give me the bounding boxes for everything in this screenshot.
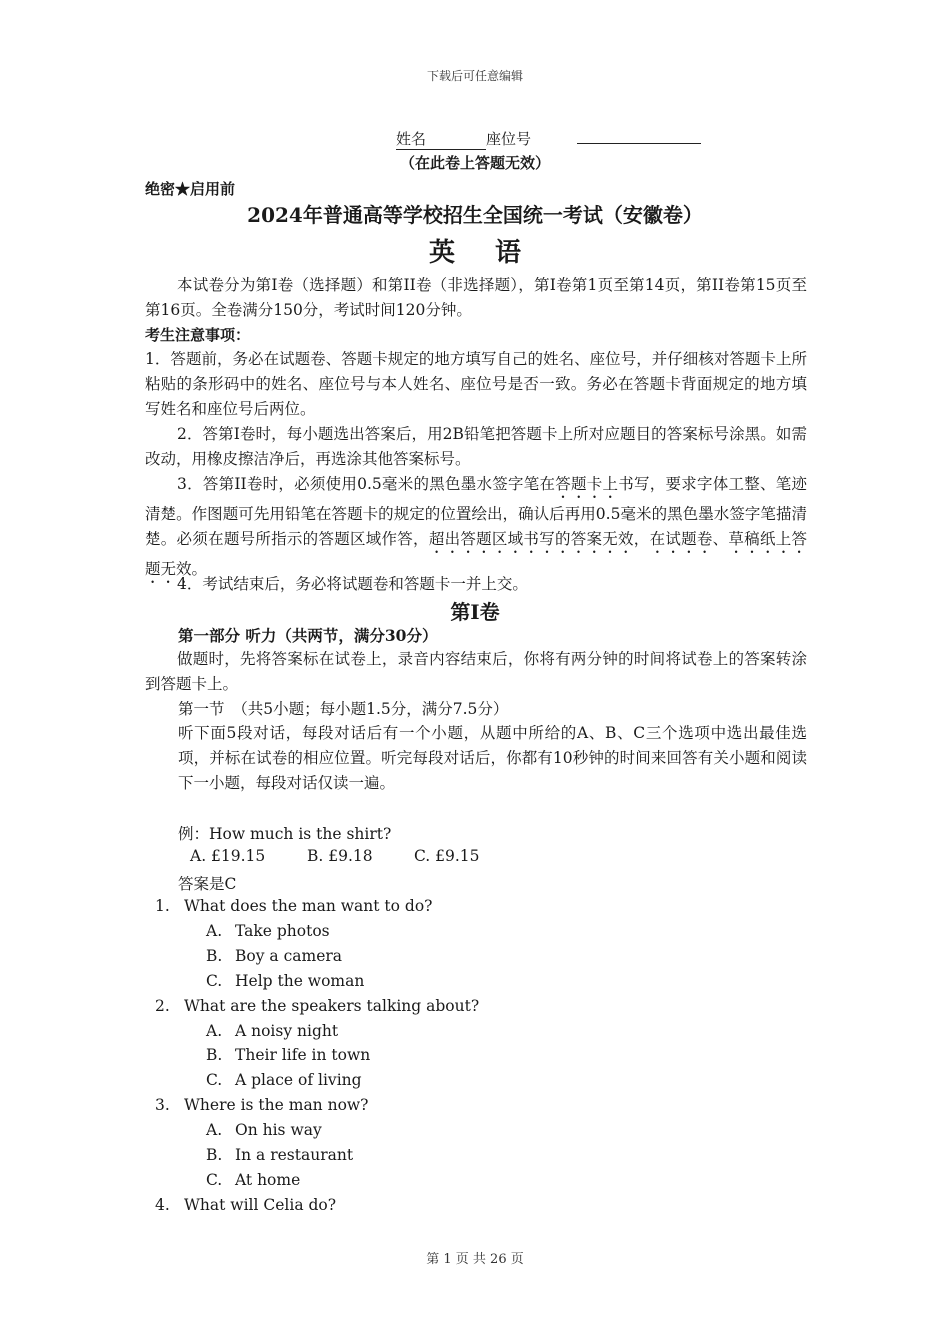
notice-3-part-a: 3．答第II卷时，必须使用0.5毫米的黑色墨水签字笔在	[177, 475, 556, 493]
example-option-c: C. £9.15	[414, 847, 480, 865]
notice-3-part-c: 书写，要求字体工整、笔迹清楚。作图题可先用铅笔在答题卡的规定的位置绘出，确认后再用0.5毫米的黑色墨水签字笔描清楚。必须在题号所指示的答题区域作答，	[145, 475, 807, 548]
question-2-option-a: A noisy night	[235, 1022, 339, 1040]
notice-3-emphasis-1: 答题卡上	[555, 475, 619, 493]
question-3-option-b: In a restaurant	[235, 1146, 354, 1164]
name-seat-line	[396, 127, 701, 150]
volume-title: 第I卷	[450, 600, 500, 624]
question-2-option-b: Their life in town	[235, 1046, 371, 1064]
page-footer: 第 1 页 共 26 页	[426, 1252, 524, 1267]
question-3-option-b-letter: B.	[206, 1146, 223, 1164]
name-label: 姓名	[396, 130, 427, 148]
example-option-a: A. £19.15	[190, 847, 266, 865]
question-1-option-c-letter: C.	[206, 972, 223, 990]
question-1-text: What does the man want to do?	[184, 897, 433, 915]
seat-blank	[577, 127, 701, 144]
question-1-option-b-letter: B.	[206, 947, 223, 965]
question-3-option-c: At home	[235, 1171, 301, 1189]
name-blank	[426, 130, 486, 148]
notice-3-emphasis-2: 超出答题区域书写的答案无效，在试题卷、草稿纸上答题无效	[145, 530, 807, 578]
part1-instructions: 做题时，先将答案标在试卷上，录音内容结束后，你将有两分钟的时间将试卷上的答案转涂到答题卡上。	[145, 650, 807, 693]
seat-label: 座位号	[486, 130, 532, 148]
question-2-number: 2.	[155, 997, 170, 1015]
question-2-text: What are the speakers talking about?	[184, 997, 480, 1015]
notice-item-1: 1．答题前，务必在试题卷、答题卡规定的地方填写自己的姓名、座位号，并仔细核对答题卡上所粘贴的条形码中的姓名、座位号与本人姓名、座位号是否一致。务必在答题卡背面规定的地方填写姓名和座位号后两位。	[145, 350, 807, 418]
page-header-note: 下载后可任意编辑	[426, 69, 523, 83]
secret-label: 绝密★启用前	[145, 180, 236, 198]
question-1-option-c: Help the woman	[235, 972, 365, 990]
question-2-option-b-letter: B.	[206, 1046, 223, 1064]
question-1-number: 1.	[155, 897, 170, 915]
name-field	[396, 128, 486, 150]
example-question: 例：How much is the shirt?	[178, 825, 392, 843]
question-2-option-c: A place of living	[235, 1071, 362, 1089]
question-1-option-a: Take photos	[235, 922, 330, 940]
question-2-option-c-letter: C.	[206, 1071, 223, 1089]
notice-item-2: 2．答第I卷时，每小题选出答案后，用2B铅笔把答题卡上所对应题目的答案标号涂黑。如需改动，用橡皮擦洁净后，再选涂其他答案标号。	[145, 425, 807, 468]
subject-title: 英语	[428, 238, 561, 268]
exam-title: 2024年普通高等学校招生全国统一考试（安徽卷）	[247, 203, 703, 227]
example-option-b: B. £9.18	[307, 847, 373, 865]
question-1-option-a-letter: A.	[206, 922, 223, 940]
question-1-option-b: Boy a camera	[235, 947, 343, 965]
question-3-number: 3.	[155, 1096, 170, 1114]
notice-item-3	[145, 472, 807, 587]
notice-item-4: 4．考试结束后，务必将试题卷和答题卡一并上交。	[177, 575, 528, 593]
question-2-option-a-letter: A.	[206, 1022, 223, 1040]
question-3-option-a-letter: A.	[206, 1121, 223, 1139]
section1-instructions: 听下面5段对话，每段对话后有一个小题，从题中所给的A、B、C三个选项中选出最佳选项，并标在试卷的相应位置。听完每段对话后，你都有10秒钟的时间来回答有关小题和阅读下一小题，每段对话仅读一遍。	[178, 724, 807, 792]
invalid-note: （在此卷上答题无效）	[399, 154, 550, 172]
notice-title: 考生注意事项：	[145, 326, 251, 344]
question-3-option-a: On his way	[235, 1121, 322, 1139]
example-answer: 答案是C	[178, 875, 237, 893]
question-4-number: 4.	[155, 1196, 170, 1214]
section1-title: 第一节 （共5小题；每小题1.5分，满分7.5分）	[178, 700, 509, 718]
notice-3-part-e: 。	[191, 560, 208, 578]
intro-paragraph: 本试卷分为第I卷（选择题）和第II卷（非选择题），第I卷第1页至第14页，第II卷第15页至第16页。全卷满分150分，考试时间120分钟。	[145, 276, 807, 319]
question-3-text: Where is the man now?	[184, 1096, 369, 1114]
question-4-text: What will Celia do?	[184, 1196, 337, 1214]
part1-title: 第一部分 听力（共两节，满分30分）	[178, 626, 438, 645]
question-3-option-c-letter: C.	[206, 1171, 223, 1189]
